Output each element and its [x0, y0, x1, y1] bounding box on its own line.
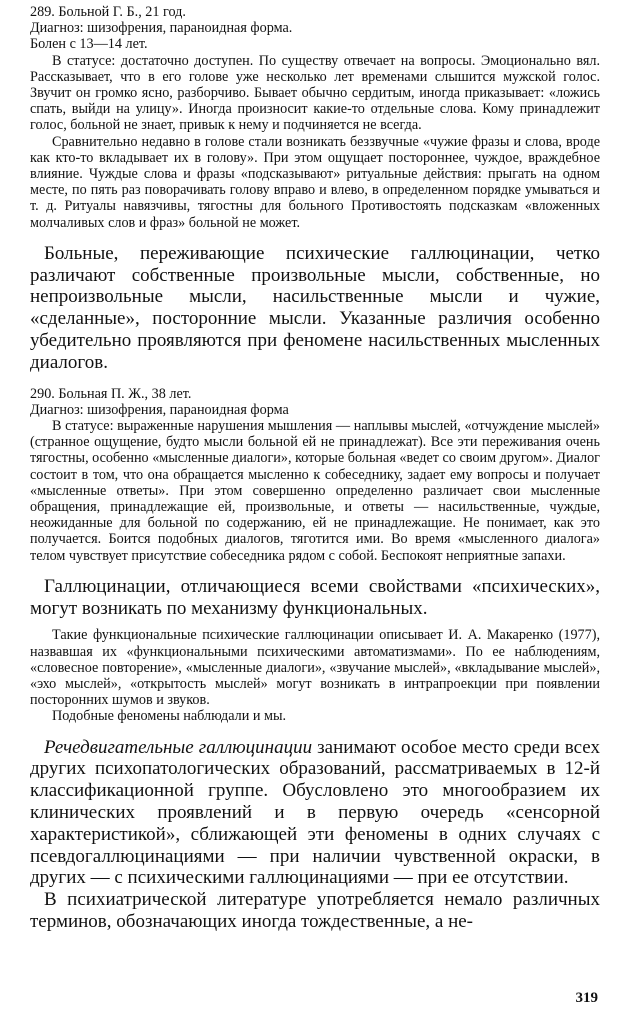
page-number: 319 [575, 990, 598, 1006]
case-289-continuation: Сравнительно недавно в голове стали возникать беззвучные «чужие фразы и слова, вроде как кто-то вкладывает их в голову». При этом ощущает постороннее, чуждое, враждебное влияние. Чуждые слова и фразы «подсказывают» ритуальные действия: прыгать на одном месте, по пять раз поворачивать голову вправо и влево, в определенном порядке умываться и т. д. Ритуалы навязчивы, тягостны для больного Противостоять подсказкам «вложенных молчаливых слов и фраз» больной не может. [30, 133, 600, 231]
case-289-status: В статусе: достаточно доступен. По существу отвечает на вопросы. Эмоционально вял. Рассказывает, что в его голове уже несколько лет временами слышится мужской голос. Звучит он громко ясно, разборчиво. Бывает обычно сердитым, иногда приказывает: «ложись спать, выйди на улицу». Иногда произносит какие-то отдельные слова. Кому принадлежит голос, больной не знает, привык к нему и подчиняется не всегда. [30, 52, 600, 134]
note-paragraph-1: Такие функциональные психические галлюцинации описывает И. А. Макаренко (1977), назвавшая их «функциональными психическими автоматизмами». По ее наблюдениям, «словесное повторение», «мысленные диалоги», «звучание мыслей», «вкладывание мыслей», «эхо мыслей», «открытость мыслей» могут возникать в интрапроекции при появлении посторонних шумов и звуков. [30, 627, 600, 709]
main-paragraph-1: Больные, переживающие психические галлюцинации, четко различают собственные произвольные мысли, собственные, но непроизвольные мысли, насильственные мысли и чужие, «сделанные», посторонние мысли. Указанные различия особенно убедительно проявляются при феномене насильственных мысленных диалогов. [30, 242, 600, 373]
case-290-status: В статусе: выраженные нарушения мышления — наплывы мыслей, «отчуждение мыслей» (странное ощущение, будто мысли больной ей не принадлежат). Все эти переживания очень тягостны, особенно «мысленные диалоги», которые больная «ведет со своим другом». Диалог состоит в том, что она обращается мысленно к собеседнику, задает ему вопросы и получает «мысленные ответы». При этом совершенно определенно различает свои мысленные обращения, принадлежащие ей, произвольные, и ответы — насильственные, чуждые, неожиданные для больной по содержанию, ей не принадлежащие. Не понимает, как это получается. Боится подобных диалогов, тяготится ими. Во время «мысленного диалога» телом чувствует присутствие собеседника рядом с собой. Беспокоят неприятные запахи. [30, 418, 600, 564]
term-italic: Речедвигательные галлюцинации [44, 736, 313, 758]
main-paragraph-2: Галлюцинации, отличающиеся всеми свойствами «психических», могут возникать по механизму функциональных. [30, 575, 600, 619]
case-289-duration: Болен с 13—14 лет. [30, 36, 148, 53]
case-290-header: 290. Больная П. Ж., 38 лет. [30, 385, 192, 402]
main-paragraph-4: В психиатрической литературе употребляется немало различных терминов, обозначающих иногда тождественные, а не- [30, 889, 600, 933]
case-289-diagnosis: Диагноз: шизофрения, параноидная форма. [30, 20, 293, 37]
note-paragraph-2: Подобные феномены наблюдали и мы. [52, 708, 287, 725]
main-paragraph-3-text: занимают особое место среди всех других психопатологических образований, рассматриваемых в 12-й классификационной группе. Обусловлено это многообразием их клинических проявлений и в первую очередь «сенсорной характеристикой», сближающей эти феномены в одних случаях с псевдогаллюцинациями — при наличии чувственной окраски, в других — с психическими галлюцинациями — при ее отсутствии. [30, 736, 600, 889]
main-paragraph-3 [30, 737, 600, 890]
case-289-header: 289. Больной Г. Б., 21 год. [30, 4, 186, 20]
case-290-diagnosis: Диагноз: шизофрения, параноидная форма [30, 401, 289, 418]
